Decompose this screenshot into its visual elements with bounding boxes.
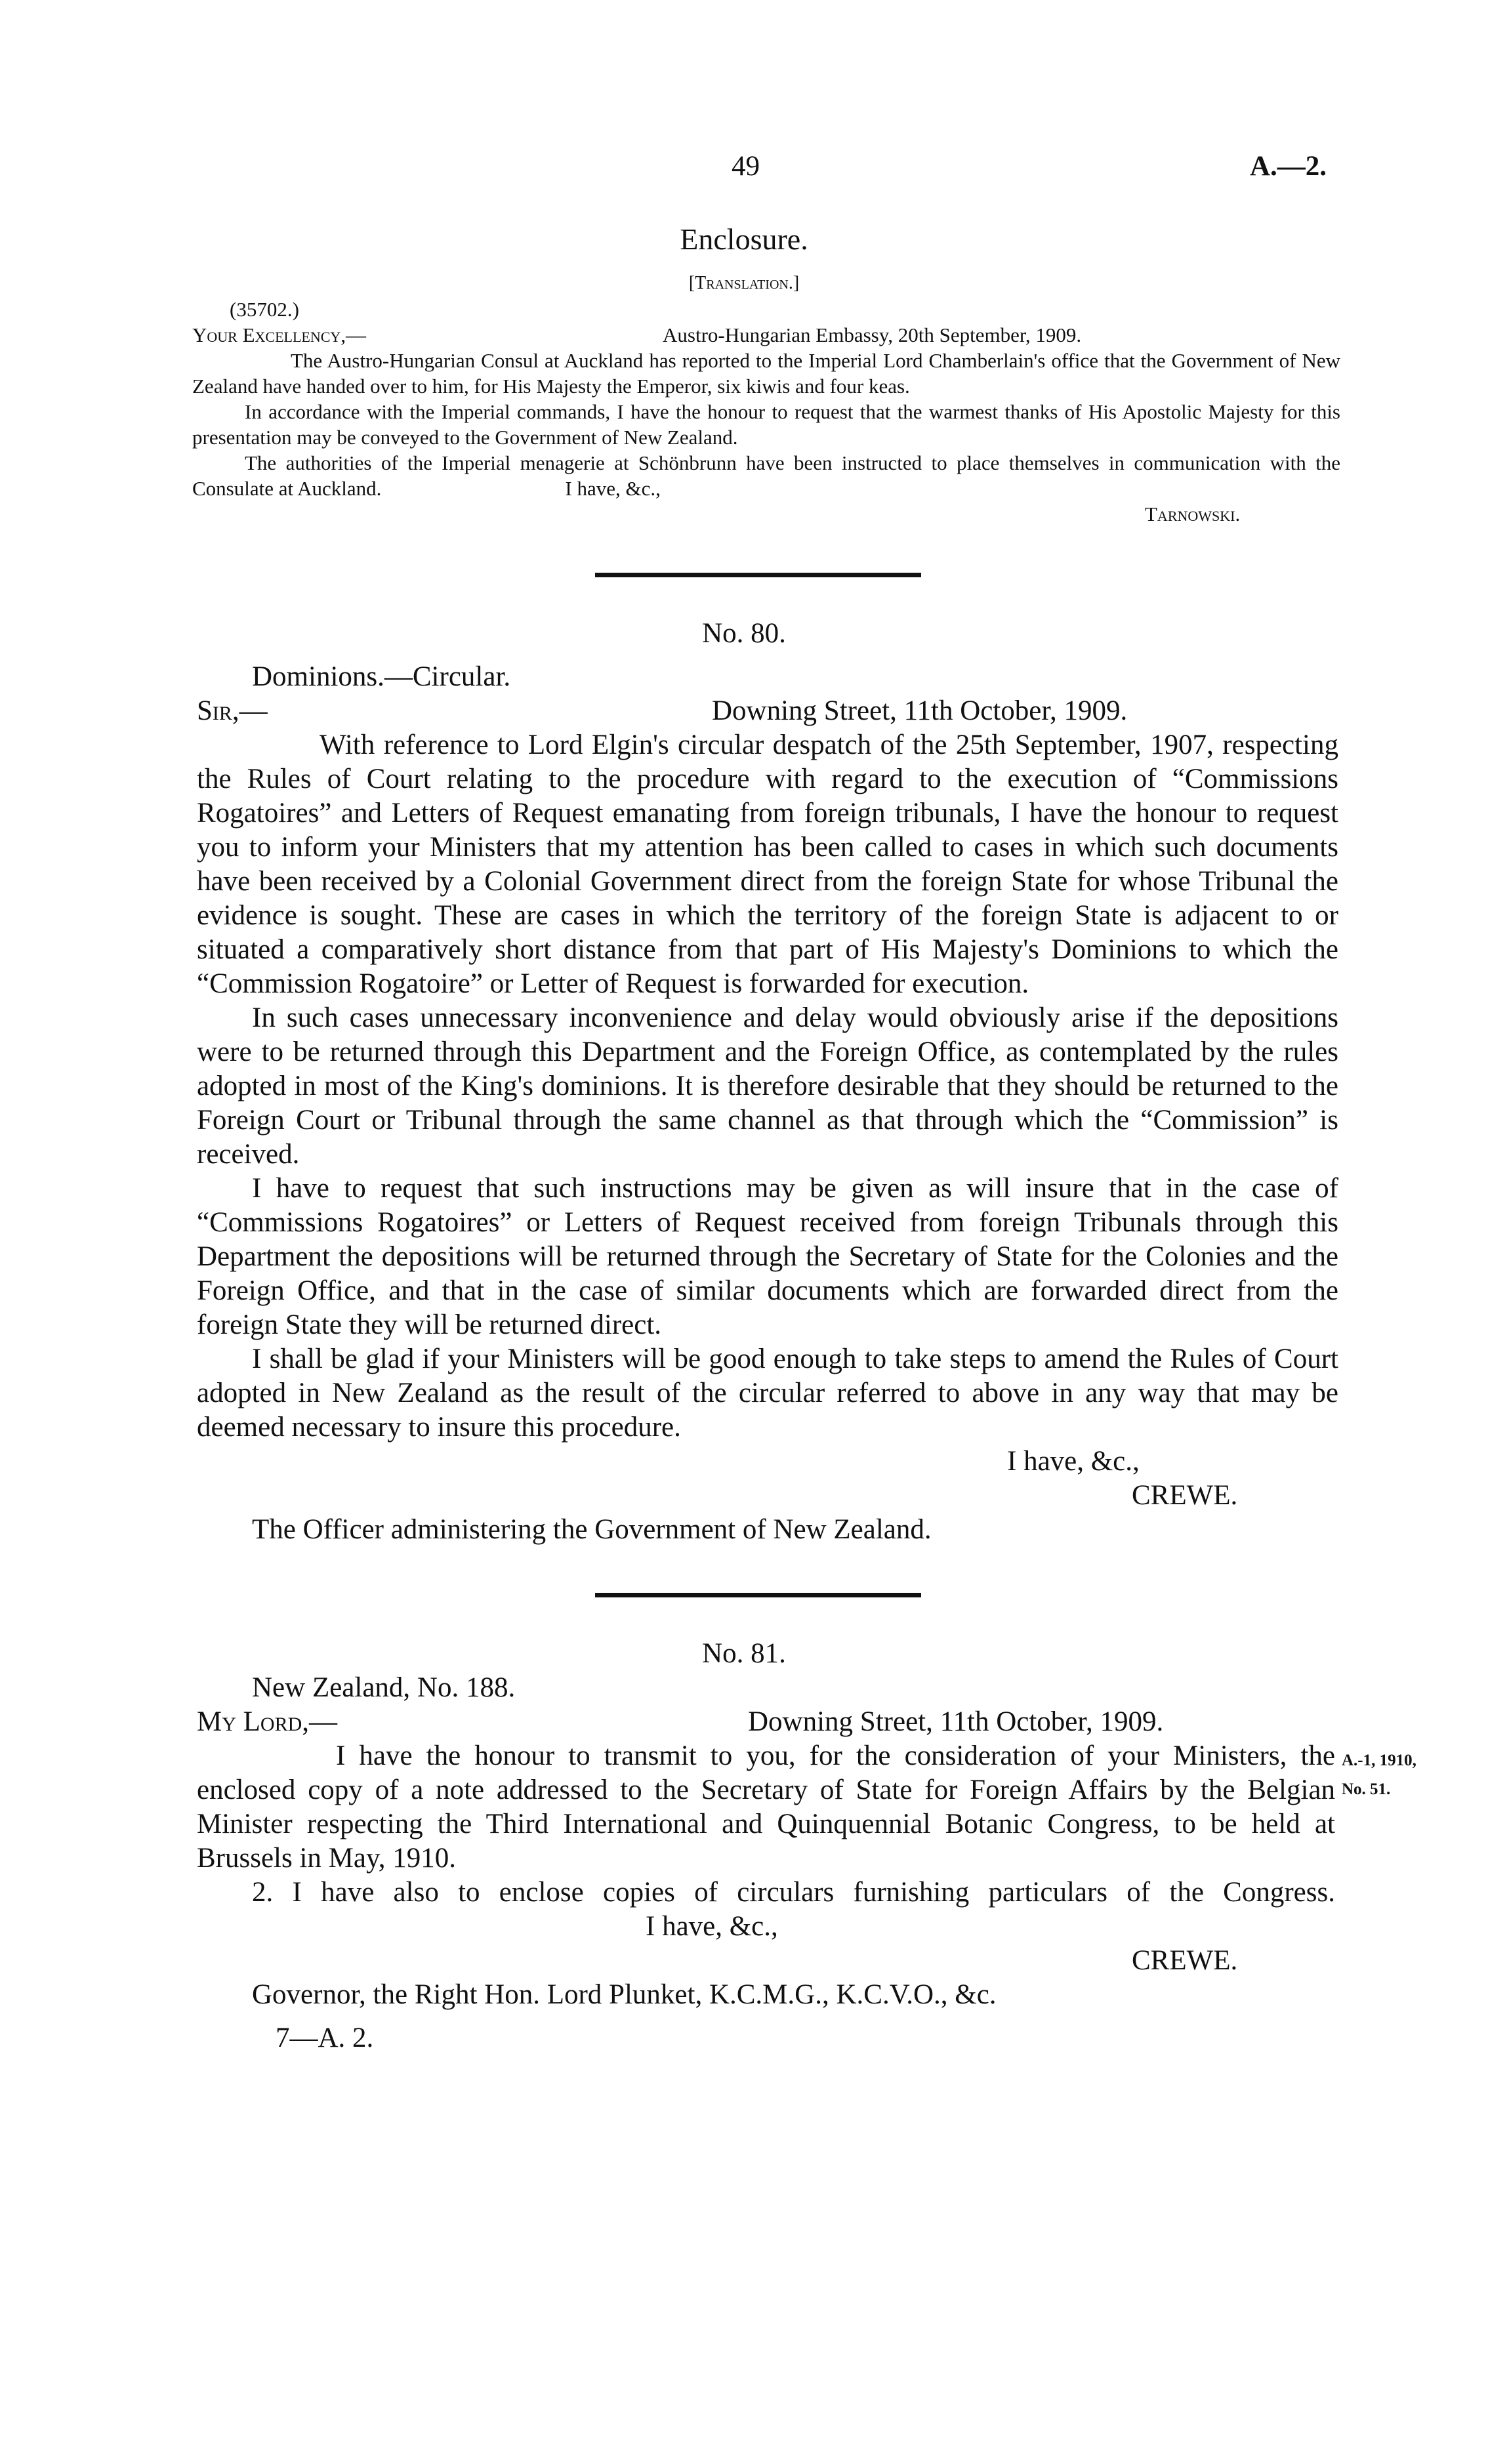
paragraph-with-closing [192,450,1340,501]
reference-number: (35702.) [230,298,299,321]
salutation-row [192,1705,1340,1739]
divider [595,573,921,577]
document-number: No. 81. [702,1638,786,1669]
paragraph: With reference to Lord Elgin's circular despatch of the 25th September, 1907, respecting the Rules of Court relating to the procedure with regard to the execution of “Commissions Rogatoires” and Letters of Request emanating from foreign tribunals, I have the honour to request you to inform your Ministers that my attention has been called to cases in which such documents have been received by a Colonial Government direct from the foreign State for whose Tribunal the evidence is sought. These are cases in which the territory of the foreign State is adjacent to or situated a comparatively short distance from that part of His Majesty's Dominions to which the “Commission Rogatoire” or Letter of Request is forwarded for execution. [197,729,1338,999]
paragraph: The Austro-Hungarian Consul at Auckland has reported to the Imperial Lord Chamberlain's office that the Government of New Zealand have handed over to him, for His Majesty the Emperor, six kiwis and four keas. [192,349,1340,398]
no81-body [197,1739,1416,1944]
salutation: My Lord,— [197,1706,338,1737]
closing: I have, &c., [565,477,661,500]
enclosure-subtitle: [Translation.] [688,273,800,293]
addressee: Governor, the Right Hon. Lord Plunket, K.C.M.G., K.C.V.O., &c. [252,1979,997,2010]
paragraph: 2. I have also to enclose copies of circulars furnishing particulars of the Congress. [252,1877,1335,1908]
heading: New Zealand, No. 188. [252,1672,516,1703]
signature: CREWE. [1132,1480,1238,1511]
closing: I have, &c., [646,1911,778,1942]
closing: I have, &c., [1007,1446,1140,1477]
paragraph: The authorities of the Imperial menagerie at Schönbrunn have been instructed to place themselves in communication with the Consulate at Auckland. [192,451,1340,500]
document-number: No. 80. [702,618,786,649]
paragraph-with-closing [197,1876,1335,1944]
margin-note [1342,1751,1473,1799]
signature: CREWE. [1132,1945,1238,1976]
paragraph: I shall be glad if your Ministers will be good enough to take steps to amend the Rules of Court adopted in New Zealand as the result of the circular referred to above in any way that may be deemed necessary to insure this procedure. [197,1344,1338,1443]
address-date: Austro-Hungarian Embassy, 20th September, 1909. [663,323,1082,346]
margin-note-line: No. 51. [1342,1780,1391,1798]
series-code: A.—2. [1250,151,1327,182]
paragraph: I have to request that such instructions may be given as will insure that in the case of “Commissions Rogatoires” or Letters of Request received from foreign Tribunals through this Department the depositions will be returned through the Secretary of State for the Colonies and the Foreign Office, and that in the case of similar documents which are forwarded direct from the foreign State they will be returned direct. [197,1173,1338,1340]
addressee: The Officer administering the Government of New Zealand. [252,1514,932,1545]
salutation-row [192,694,1340,728]
salutation: Sir,— [197,695,268,726]
divider [595,1593,921,1597]
enclosure-body [192,348,1340,501]
page-number: 49 [732,151,760,182]
no80-body [197,728,1338,1445]
signature-mark: 7—A. 2. [276,2023,374,2053]
address-date: Downing Street, 11th October, 1909. [712,695,1128,726]
address-date: Downing Street, 11th October, 1909. [748,1706,1164,1737]
salutation: Your Excellency,— [192,323,367,346]
page-body [192,220,1416,2055]
salutation-row [192,322,1340,348]
signature: Tarnowski. [1145,503,1241,525]
paragraph: I have the honour to transmit to you, for the consideration of your Ministers, the enclosed copy of a note addressed to the Secretary of State for Foreign Affairs by the Belgian Minister respecting the Third International and Quinquennial Botanic Congress, to be held at Brussels in May, 1910. [197,1740,1335,1874]
paragraph: In accordance with the Imperial commands, I have the honour to request that the warmest thanks of His Apostolic Majesty for this presentation may be conveyed to the Government of New Zealand. [192,400,1340,449]
margin-note-line: A.-1, 1910, [1342,1752,1416,1769]
paragraph: In such cases unnecessary inconvenience and delay would obviously arise if the depositions were to be returned through this Department and the Foreign Office, as contemplated by the rules adopted in most of the King's dominions. It is therefore desirable that they should be returned to the Foreign Court or Tribunal through the same channel as that through which the “Commission” is received. [197,1002,1338,1170]
enclosure-title: Enclosure. [680,222,808,256]
heading: Dominions.—Circular. [252,661,511,692]
